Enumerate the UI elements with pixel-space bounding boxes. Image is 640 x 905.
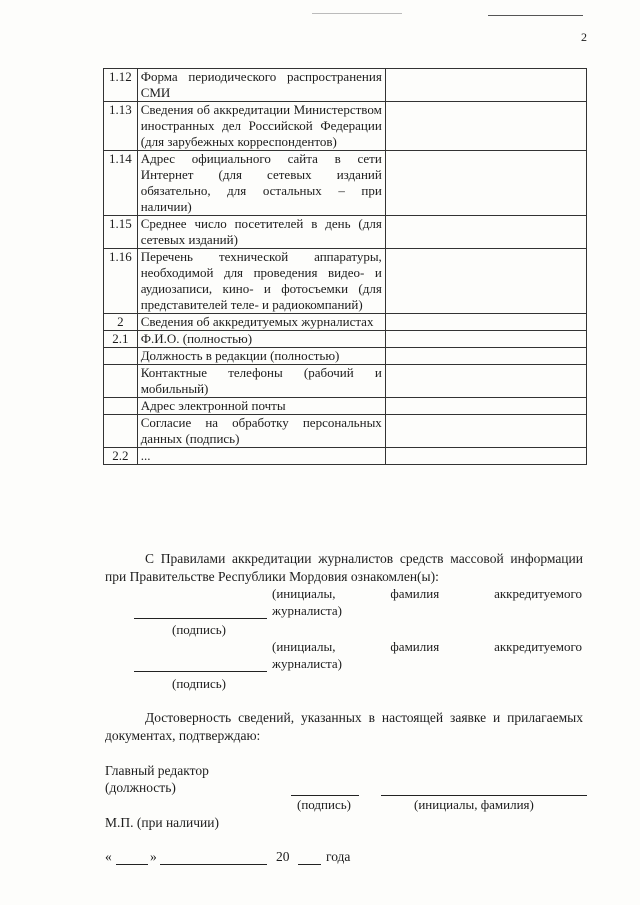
- row-number: 1.16: [104, 249, 138, 314]
- table-row: [104, 348, 587, 365]
- row-number: [104, 348, 138, 365]
- row-value-cell[interactable]: [385, 69, 586, 102]
- date-year-line[interactable]: [298, 864, 321, 865]
- accreditation-form-table: [103, 68, 587, 465]
- editor-initials-label: (инициалы, фамилия): [414, 797, 534, 812]
- scan-artifact: [488, 15, 583, 16]
- table-row: [104, 331, 587, 348]
- row-number: 1.13: [104, 102, 138, 151]
- signature-label-2: (подпись): [172, 676, 226, 691]
- row-label: ...: [137, 448, 385, 465]
- row-label: Сведения об аккредитации Министерством иностранных дел Российской Федерации (для зарубежных корреспондентов): [137, 102, 385, 151]
- row-number: [104, 415, 138, 448]
- row-value-cell[interactable]: [385, 151, 586, 216]
- journalist-label-1: журналиста): [272, 603, 342, 618]
- row-number: 2: [104, 314, 138, 331]
- scan-artifact: [312, 13, 402, 14]
- row-label: Перечень технической аппаратуры, необходимой для проведения видео- и аудиозаписи, кино- и фотосъемки (для представителей теле- и радиокомпаний): [137, 249, 385, 314]
- row-value-cell[interactable]: [385, 216, 586, 249]
- row-number: 1.12: [104, 69, 138, 102]
- row-value-cell[interactable]: [385, 348, 586, 365]
- row-value-cell[interactable]: [385, 398, 586, 415]
- row-number: 2.2: [104, 448, 138, 465]
- year-prefix: 20: [276, 849, 290, 864]
- table-row: [104, 448, 587, 465]
- date-day-line[interactable]: [116, 864, 148, 865]
- initials-label-1: (инициалы, фамилия аккредитуемого: [272, 586, 582, 601]
- page-number: 2: [581, 30, 587, 44]
- row-label: Сведения об аккредитуемых журналистах: [137, 314, 385, 331]
- row-value-cell[interactable]: [385, 415, 586, 448]
- row-label: Должность в редакции (полностью): [137, 348, 385, 365]
- table-row: [104, 102, 587, 151]
- table-row: [104, 216, 587, 249]
- confirm-paragraph: [105, 709, 583, 745]
- row-label: Адрес электронной почты: [137, 398, 385, 415]
- chief-editor-label: Главный редактор: [105, 763, 209, 778]
- date-open-quote: «: [105, 849, 112, 864]
- signature-line-1[interactable]: [134, 618, 267, 619]
- row-value-cell[interactable]: [385, 314, 586, 331]
- editor-name-line[interactable]: [381, 795, 587, 796]
- position-label: (должность): [105, 780, 176, 795]
- row-number: 1.14: [104, 151, 138, 216]
- row-value-cell[interactable]: [385, 365, 586, 398]
- row-label: Среднее число посетителей в день (для сетевых изданий): [137, 216, 385, 249]
- row-label: Согласие на обработку персональных данных (подпись): [137, 415, 385, 448]
- confirm-text: Достоверность сведений, указанных в настоящей заявке и прилагаемых документах, подтверждаю:: [105, 710, 583, 743]
- row-number: [104, 365, 138, 398]
- row-number: 1.15: [104, 216, 138, 249]
- date-month-line[interactable]: [160, 864, 267, 865]
- acquaint-paragraph: [105, 550, 583, 586]
- editor-signature-line[interactable]: [291, 795, 359, 796]
- year-suffix: года: [326, 849, 351, 864]
- acquaint-text: С Правилами аккредитации журналистов средств массовой информации при Правительстве Республики Мордовия ознакомлен(ы):: [105, 551, 583, 584]
- stamp-label: М.П. (при наличии): [105, 815, 219, 830]
- table-row: [104, 398, 587, 415]
- initials-label-2: (инициалы, фамилия аккредитуемого: [272, 639, 582, 654]
- table-row: [104, 365, 587, 398]
- table-row: [104, 151, 587, 216]
- signature-line-2[interactable]: [134, 671, 267, 672]
- row-label: Форма периодического распространения СМИ: [137, 69, 385, 102]
- signature-label-1: (подпись): [172, 622, 226, 637]
- row-value-cell[interactable]: [385, 448, 586, 465]
- journalist-label-2: журналиста): [272, 656, 342, 671]
- row-label: Контактные телефоны (рабочий и мобильный): [137, 365, 385, 398]
- row-label: Адрес официального сайта в сети Интернет (для сетевых изданий обязательно, для остальных – при наличии): [137, 151, 385, 216]
- date-close-quote: »: [150, 849, 157, 864]
- row-value-cell[interactable]: [385, 331, 586, 348]
- row-value-cell[interactable]: [385, 249, 586, 314]
- row-value-cell[interactable]: [385, 102, 586, 151]
- row-label: Ф.И.О. (полностью): [137, 331, 385, 348]
- editor-signature-label: (подпись): [297, 797, 351, 812]
- row-number: [104, 398, 138, 415]
- table-row: [104, 69, 587, 102]
- table-row: [104, 314, 587, 331]
- table-row: [104, 415, 587, 448]
- row-number: 2.1: [104, 331, 138, 348]
- table-row: [104, 249, 587, 314]
